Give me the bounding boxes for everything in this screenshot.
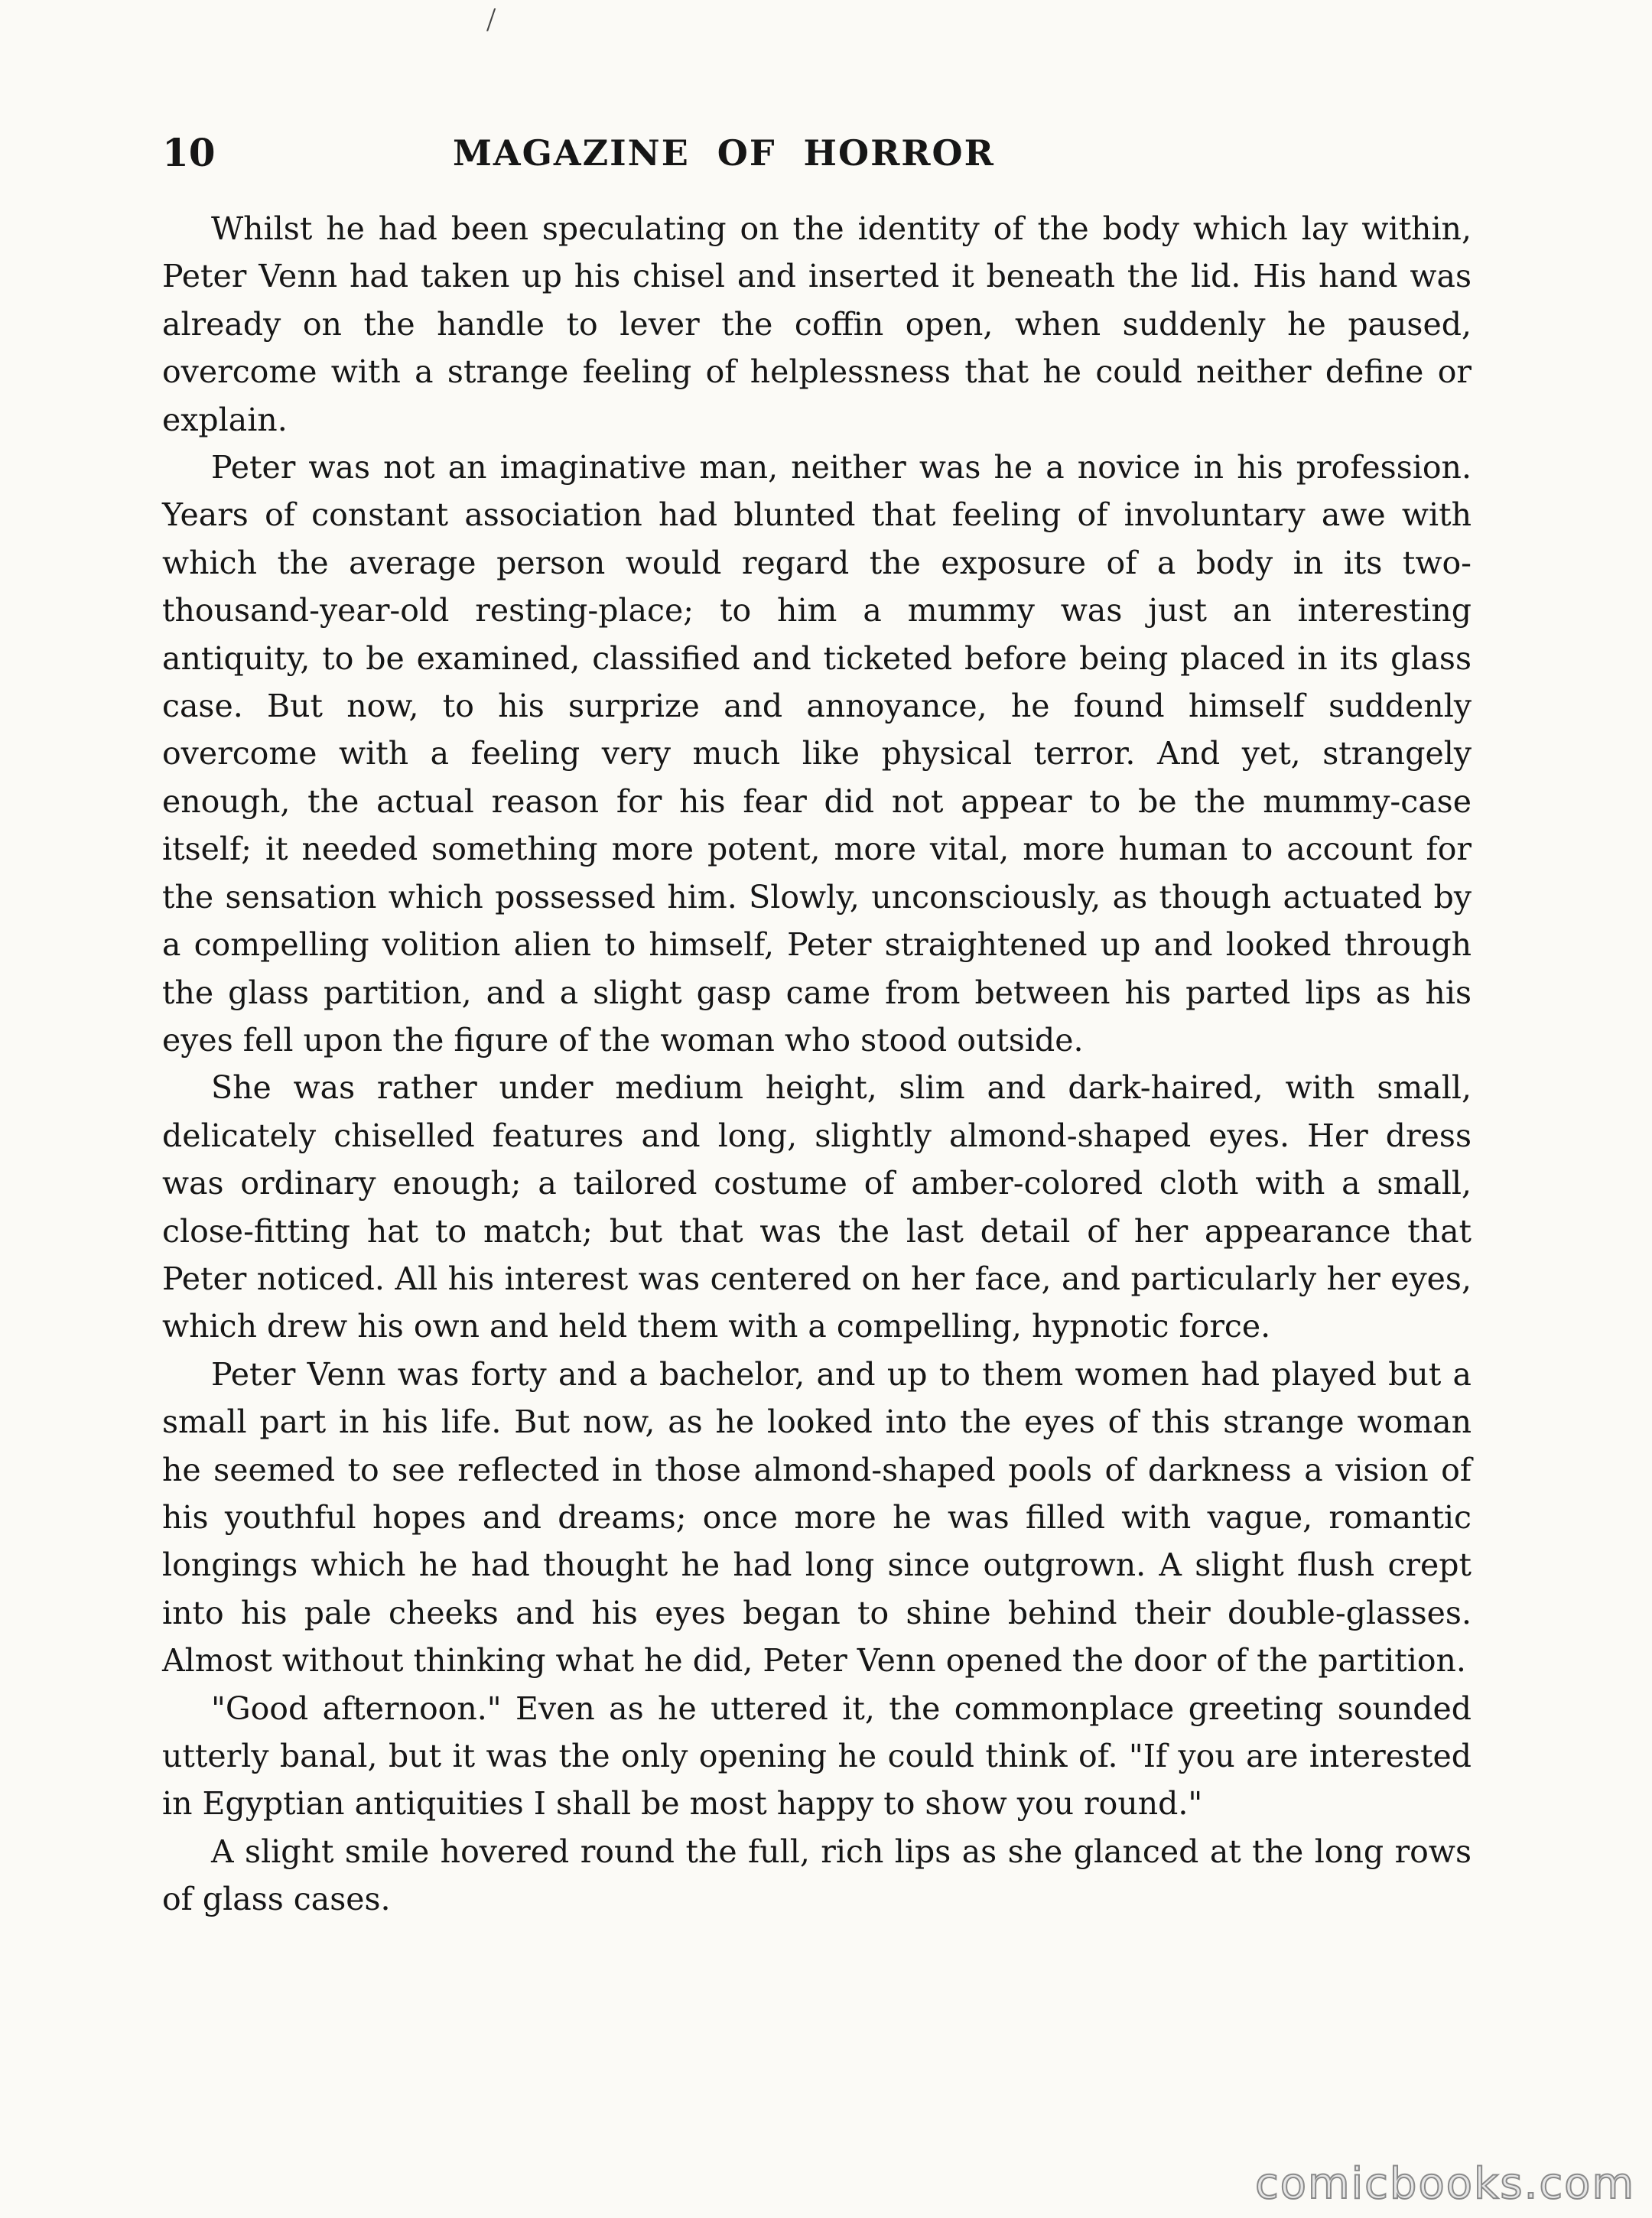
page-header xyxy=(162,122,1478,184)
page-number: 10 xyxy=(162,130,216,175)
paragraph: Peter was not an imaginative man, neither was he a novice in his profession. Years of constant association had blunted that feeling of involuntary awe with which the average person would regard the exposure of a body in its two-thousand-year-old resting-place; to him a mummy was just an interesting antiquity, to be examined, classified and ticketed before being placed in its glass case. But now, to his surprize and annoyance, he found himself suddenly overcome with a feeling very much like physical terror. And yet, strangely enough, the actual reason for his fear did not appear to be the mummy-case itself; it needed something more potent, more vital, more human to account for the sensation which possessed him. Slowly, unconsciously, as though actuated by a compelling volition alien to himself, Peter straightened up and looked through the glass partition, and a slight gasp came from between his parted lips as his eyes fell upon the figure of the woman who stood outside. xyxy=(162,449,1472,1059)
paragraph: She was rather under medium height, slim and dark-haired, with small, delicately chiselled features and long, slightly almond-shaped eyes. Her dress was ordinary enough; a tailored costume of amber-colored cloth with a small, close-fitting hat to match; but that was the last detail of her appearance that Peter noticed. All his interest was centered on her face, and particularly her eyes, which drew his own and held them with a compelling, hypnotic force. xyxy=(162,1069,1472,1345)
scan-mark: / xyxy=(486,1,496,38)
paragraph: "Good afternoon." Even as he uttered it, the commonplace greeting sounded utterly banal, but it was the only opening he could think of. "If you are interested in Egyptian antiquities I shall be most happy to show you round." xyxy=(162,1690,1472,1823)
paragraph: A slight smile hovered round the full, rich lips as she glanced at the long rows of glass cases. xyxy=(162,1833,1472,1918)
paragraph: Whilst he had been speculating on the identity of the body which lay within, Peter Venn had taken up his chisel and inserted it beneath the lid. His hand was already on the handle to lever the coffin open, when suddenly he paused, overcome with a strange feeling of helplessness that he could neither define or explain. xyxy=(162,210,1472,438)
story-text xyxy=(162,205,1472,1924)
paragraph: Peter Venn was forty and a bachelor, and up to them women had played but a small part in his life. But now, as he looked into the eyes of this strange woman he seemed to see reflected in those almond-shaped pools of darkness a vision of his youthful hopes and dreams; once more he was filled with vague, romantic longings which he had thought he had long since outgrown. A slight flush crept into his pale cheeks and his eyes began to shine behind their double-glasses. Almost without thinking what he did, Peter Venn opened the door of the partition. xyxy=(162,1355,1472,1680)
running-head: MAGAZINE OF HORROR xyxy=(453,132,995,174)
watermark: comicbooks.com xyxy=(1254,2159,1635,2209)
